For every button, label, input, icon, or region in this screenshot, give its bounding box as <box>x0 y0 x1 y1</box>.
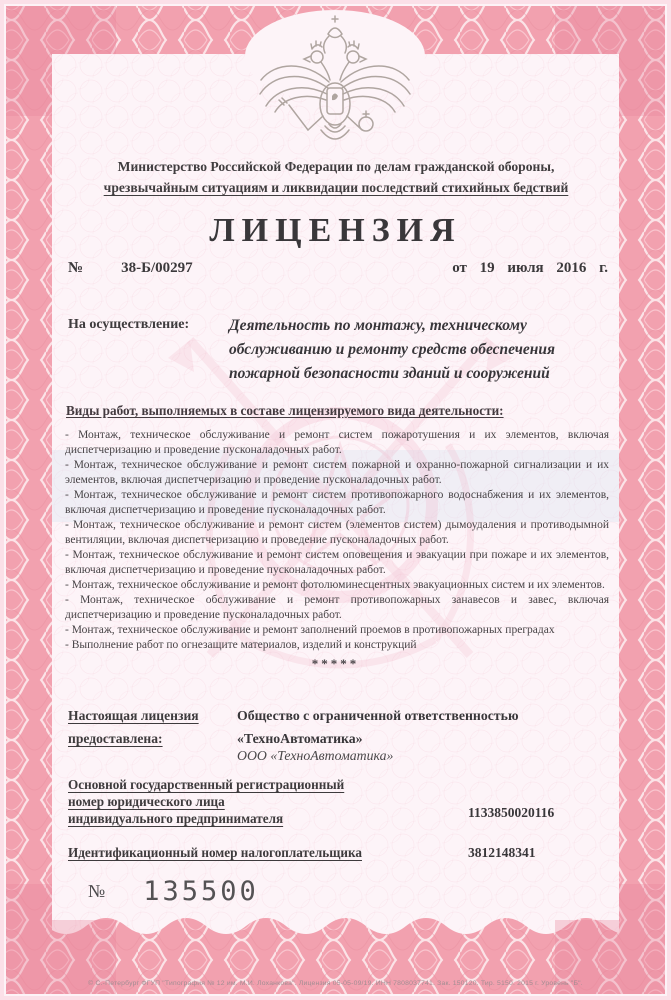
works-list-header: Виды работ, выполняемых в составе лицензируемого вида деятельности: <box>66 403 504 418</box>
grantee-name-line2: «ТехноАвтоматика» <box>237 731 363 746</box>
ogrn-label-line2: номер юридического лица <box>68 794 225 809</box>
ogrn-label <box>68 776 344 827</box>
ministry-header <box>58 156 614 198</box>
asterisk-separator: ***** <box>311 656 360 671</box>
works-item: - Монтаж, техническое обслуживание и ремонт систем оповещения и эвакуации при пожаре и их элементов, включая диспетчеризацию и проведение пусконаладочных работ. <box>65 549 609 576</box>
ogrn-label-line1: Основной государственный регистрационный <box>68 777 345 792</box>
works-item: - Монтаж, техническое обслуживание и ремонт систем пожарной и охранно-пожарной сигнализации и их элементов, включая диспетчеризацию и проведение пусконаладочных работ. <box>65 459 609 486</box>
serial-number-sign: № <box>88 881 106 901</box>
ministry-line1: Министерство Российской Федерации по делам гражданской обороны, <box>117 159 555 174</box>
works-item: - Монтаж, техническое обслуживание и ремонт систем пожаротушения и их элементов, включая диспетчеризацию и проведение пусконаладочных работ. <box>65 429 609 456</box>
grantee-name <box>237 704 609 750</box>
works-item: - Монтаж, техническое обслуживание и ремонт систем противопожарного водоснабжения и их элементов, включая диспетчеризацию и проведение пусконаладочных работ. <box>65 489 609 516</box>
ministry-line2: чрезвычайным ситуациям и ликвидации последствий стихийных бедствий <box>103 180 569 195</box>
ogrn-value: 1133850020116 <box>468 805 555 820</box>
works-item: - Монтаж, техническое обслуживание и ремонт фотолюминесцентных эвакуационных систем и их элементов. <box>65 579 605 591</box>
grantee-short-name: ООО «ТехноАвтоматика» <box>237 748 394 763</box>
inn-value: 3812148341 <box>468 845 536 860</box>
activity-description <box>229 314 574 386</box>
activity-line3: пожарной безопасности зданий и сооружений <box>229 365 550 382</box>
printing-house-imprint: © С.-Петербург ФГУП "Типография № 12 им. М.И. Лоханкова". Лицензия 05-05-09/19. ИНН 7808037741. Зак. 150120. Тир. 5150. 2015 г. Уровень "Б". <box>88 980 583 987</box>
works-item: - Монтаж, техническое обслуживание и ремонт заполнений проемов в противопожарных преградах <box>65 624 555 636</box>
works-item: - Монтаж, техническое обслуживание и ремонт систем (элементов систем) дымоудаления и противодымной вентиляции, включая диспетчеризацию и проведение пусконаладочных работ. <box>65 519 609 546</box>
activity-label: На осуществление: <box>68 317 190 332</box>
works-item: - Монтаж, техническое обслуживание и ремонт противопожарных занавесов и завес, включая диспетчеризацию и проведение пусконаладочных работ. <box>65 594 609 621</box>
serial-number-value: 135500 <box>143 876 259 907</box>
license-date: от 19 июля 2016 г. <box>452 260 608 276</box>
license-number-row <box>68 260 608 277</box>
license-number <box>68 260 193 277</box>
license-number-sign: № <box>68 260 84 276</box>
grantee-label-line1: Настоящая лицензия <box>68 708 199 723</box>
activity-line1: Деятельность по монтажу, техническому <box>229 317 527 334</box>
ogrn-label-line3: индивидуального предпринимателя <box>68 811 284 826</box>
blank-serial-number <box>88 876 259 907</box>
activity-line2: обслуживанию и ремонту средств обеспечения <box>229 341 556 358</box>
grantee-label <box>68 704 199 750</box>
license-number-value: 38-Б/00297 <box>121 260 193 276</box>
document-title: ЛИЦЕНЗИЯ <box>209 212 462 249</box>
grantee-name-line1: Общество с ограниченной ответственностью <box>237 708 519 723</box>
grantee-label-line2: предоставлена: <box>68 731 163 746</box>
works-item: - Выполнение работ по огнезащите материалов, изделий и конструкций <box>65 639 417 651</box>
works-list <box>65 428 609 653</box>
inn-label: Идентификационный номер налогоплательщика <box>68 845 362 860</box>
